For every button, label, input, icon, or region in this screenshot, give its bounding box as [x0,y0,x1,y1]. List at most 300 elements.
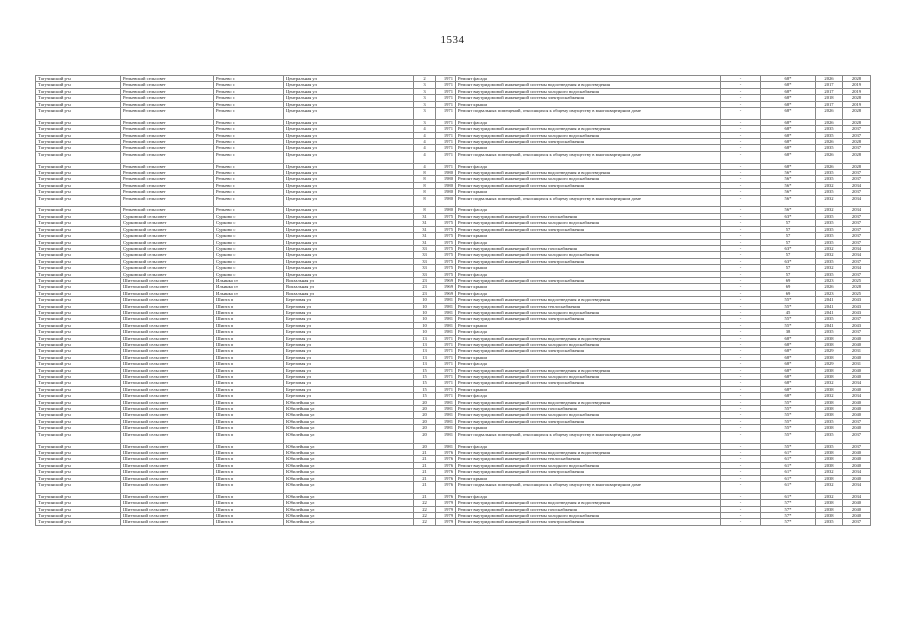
cell-street: Центральная ул [284,139,414,145]
cell-year: 1981 [436,406,456,412]
cell-settlement: Сурково с [214,239,284,245]
cell-price: - [721,519,761,525]
cell-district: Тагучинский р-н [36,425,121,431]
cell-house: 21 [414,475,436,481]
cell-year: 1980 [436,170,456,176]
cell-year: 1971 [436,163,456,169]
cell-end-year: 2040 [843,335,871,341]
cell-work-type: Ремонт фасада [456,493,721,499]
cell-year: 1971 [436,126,456,132]
cell-work-type: Ремонт фасада [456,329,721,335]
cell-work-type: Ремонт внутридомовой инженерной системы электроснабжения [456,277,721,283]
cell-council: Шиттонский сельсовет [121,443,214,449]
cell-house: 3 [414,119,436,125]
cell-settlement: Шипта п [214,519,284,525]
cell-end-year: 2037 [843,145,871,151]
cell-end-year: 2040 [843,412,871,418]
cell-price: - [721,506,761,512]
cell-wear: 55* [761,322,816,328]
cell-street: Березовая ул [284,374,414,380]
cell-council: Репьевский сельсовет [121,76,214,82]
cell-start-year: 2026 [816,119,843,125]
cell-district: Тагучинский р-н [36,406,121,412]
cell-price: - [721,139,761,145]
cell-street: Центральная ул [284,182,414,188]
cell-council: Репьевский сельсовет [121,170,214,176]
cell-council: Сурковский сельсовет [121,271,214,277]
cell-work-type: Ремонт фасада [456,239,721,245]
cell-price: - [721,380,761,386]
cell-house: 4 [414,126,436,132]
cell-wear: 68* [761,101,816,107]
cell-house: 22 [414,512,436,518]
cell-council: Репьевский сельсовет [121,163,214,169]
cell-settlement: Шипта п [214,418,284,424]
cell-work-type: Ремонт крыши [456,233,721,239]
cell-wear: 68* [761,95,816,101]
cell-district: Тагучинский р-н [36,361,121,367]
cell-wear: 61* [761,449,816,455]
cell-work-type: Ремонт внутридомовой инженерной системы электроснабжения [456,519,721,525]
cell-year: 1979 [436,506,456,512]
cell-wear: 55* [761,316,816,322]
cell-street: Центральная ул [284,170,414,176]
cell-council: Шиттонский сельсовет [121,284,214,290]
cell-wear: 68* [761,386,816,392]
cell-street: Березовая ул [284,297,414,303]
cell-wear: 69 [761,277,816,283]
cell-council: Шиттонский сельсовет [121,456,214,462]
cell-year: 1971 [436,374,456,380]
cell-year: 1979 [436,500,456,506]
cell-council: Репьевский сельсовет [121,101,214,107]
cell-council: Репьевский сельсовет [121,82,214,88]
cell-council: Шиттонский сельсовет [121,475,214,481]
cell-district: Тагучинский р-н [36,481,121,493]
cell-start-year: 2035 [816,418,843,424]
cell-house: 21 [414,449,436,455]
cell-year: 1971 [436,82,456,88]
cell-district: Тагучинский р-н [36,82,121,88]
cell-end-year: 2025 [843,290,871,296]
cell-work-type: Ремонт внутридомовой инженерной системы холодного водоснабжения [456,88,721,94]
cell-year: 1975 [436,258,456,264]
cell-end-year: 2037 [843,170,871,176]
cell-district: Тагучинский р-н [36,309,121,315]
cell-wear: 56* [761,176,816,182]
cell-street: Юбилейная ул [284,519,414,525]
cell-district: Тагучинский р-н [36,297,121,303]
cell-work-type: Ремонт внутридомовой инженерной системы газоснабжения [456,213,721,219]
cell-end-year: 2028 [843,284,871,290]
cell-end-year: 2037 [843,418,871,424]
cell-start-year: 2026 [816,76,843,82]
cell-price: - [721,412,761,418]
cell-wear: 68* [761,163,816,169]
cell-end-year: 2043 [843,309,871,315]
cell-street: Березовая ул [284,380,414,386]
cell-district: Тагучинский р-н [36,220,121,226]
cell-year: 1981 [436,297,456,303]
cell-year: 1981 [436,412,456,418]
cell-end-year: 2031 [843,348,871,354]
cell-wear: 55* [761,443,816,449]
cell-house: 8 [414,182,436,188]
cell-settlement: Репьево с [214,139,284,145]
cell-year: 1981 [436,399,456,405]
cell-street: Березовая ул [284,342,414,348]
cell-year: 1976 [436,449,456,455]
cell-house: 20 [414,418,436,424]
cell-council: Шиттонский сельсовет [121,297,214,303]
cell-end-year: 2034 [843,182,871,188]
cell-settlement: Шипта п [214,425,284,431]
table-row [36,195,871,207]
cell-district: Тагучинский р-н [36,519,121,525]
cell-wear: 68* [761,151,816,163]
cell-district: Тагучинский р-н [36,506,121,512]
cell-house: 31 [414,239,436,245]
cell-street: Центральная ул [284,195,414,207]
cell-year: 1969 [436,284,456,290]
cell-start-year: 2032 [816,393,843,399]
cell-end-year: 2037 [843,329,871,335]
cell-wear: 68* [761,335,816,341]
cell-price: - [721,329,761,335]
cell-start-year: 2035 [816,226,843,232]
cell-start-year: 2041 [816,297,843,303]
cell-council: Шиттонский сельсовет [121,361,214,367]
cell-street: Центральная ул [284,82,414,88]
cell-settlement: Шипта п [214,303,284,309]
cell-work-type: Ремонт фасада [456,119,721,125]
cell-end-year: 2037 [843,226,871,232]
cell-district: Тагучинский р-н [36,342,121,348]
cell-work-type: Ремонт крыши [456,475,721,481]
cell-settlement: Шипта п [214,449,284,455]
cell-wear: 63* [761,213,816,219]
cell-settlement: Шипта п [214,335,284,341]
table-body [36,76,871,526]
cell-start-year: 2038 [816,449,843,455]
cell-settlement: Репьево с [214,88,284,94]
cell-year: 1975 [436,220,456,226]
cell-year: 1975 [436,271,456,277]
cell-wear: 55* [761,406,816,412]
cell-work-type: Ремонт внутридомовой инженерной системы водоотведения и водоотведения [456,170,721,176]
cell-work-type: Ремонт внутридомовой инженерной системы водоотведения и водоотведения [456,126,721,132]
cell-end-year: 2028 [843,151,871,163]
cell-settlement: Репьево с [214,145,284,151]
cell-council: Репьевский сельсовет [121,88,214,94]
cell-district: Тагучинский р-н [36,449,121,455]
cell-district: Тагучинский р-н [36,431,121,443]
cell-start-year: 2038 [816,456,843,462]
cell-work-type: Ремонт внутридомовой инженерной системы газоснабжения [456,506,721,512]
cell-end-year: 2028 [843,163,871,169]
cell-wear: 68* [761,82,816,88]
cell-price: - [721,82,761,88]
cell-year: 1975 [436,239,456,245]
cell-wear: 61* [761,462,816,468]
cell-council: Шиттонский сельсовет [121,418,214,424]
cell-wear: 57* [761,506,816,512]
cell-house: 13 [414,335,436,341]
cell-year: 1981 [436,431,456,443]
cell-house: 3 [414,88,436,94]
cell-start-year: 2035 [816,271,843,277]
cell-street: Центральная ул [284,76,414,82]
cell-house: 20 [414,399,436,405]
cell-street: Юбилейная ул [284,425,414,431]
cell-district: Тагучинский р-н [36,95,121,101]
cell-wear: 68* [761,374,816,380]
cell-settlement: Ильинка ст [214,290,284,296]
cell-settlement: Репьево с [214,95,284,101]
cell-settlement: Шипта п [214,386,284,392]
cell-district: Тагучинский р-н [36,367,121,373]
cell-work-type: Ремонт фасада [456,207,721,213]
cell-council: Шиттонский сельсовет [121,335,214,341]
cell-council: Сурковский сельсовет [121,258,214,264]
cell-work-type: Ремонт внутридомовой инженерной системы холодного водоснабжения [456,252,721,258]
cell-house: 10 [414,309,436,315]
cell-street: Юбилейная ул [284,493,414,499]
cell-year: 1975 [436,233,456,239]
cell-work-type: Ремонт крыши [456,101,721,107]
cell-street: Березовая ул [284,335,414,341]
cell-price: - [721,431,761,443]
cell-wear: 68* [761,367,816,373]
cell-year: 1975 [436,245,456,251]
cell-council: Репьевский сельсовет [121,95,214,101]
cell-settlement: Сурково с [214,226,284,232]
cell-start-year: 2017 [816,88,843,94]
cell-council: Репьевский сельсовет [121,207,214,213]
cell-work-type: Ремонт крыши [456,145,721,151]
cell-street: Юбилейная ул [284,475,414,481]
cell-work-type: Ремонт подвальных помещений, относящихся к общему имуществу в многоквартирном доме [456,151,721,163]
cell-settlement: Репьево с [214,189,284,195]
cell-year: 1975 [436,265,456,271]
cell-house: 22 [414,506,436,512]
cell-price: - [721,297,761,303]
cell-district: Тагучинский р-н [36,493,121,499]
cell-street: Центральная ул [284,239,414,245]
cell-price: - [721,151,761,163]
cell-price: - [721,462,761,468]
cell-council: Шиттонский сельсовет [121,431,214,443]
cell-house: 3 [414,95,436,101]
cell-start-year: 2026 [816,163,843,169]
cell-house: 13 [414,348,436,354]
cell-start-year: 2038 [816,335,843,341]
cell-wear: 68* [761,126,816,132]
cell-end-year: 2037 [843,239,871,245]
cell-year: 1976 [436,456,456,462]
cell-street: Березовая ул [284,354,414,360]
cell-year: 1981 [436,316,456,322]
cell-end-year: 2037 [843,233,871,239]
cell-wear: 55* [761,412,816,418]
cell-house: 21 [414,493,436,499]
cell-start-year: 2041 [816,322,843,328]
cell-street: Березовая ул [284,386,414,392]
cell-price: - [721,425,761,431]
cell-house: 8 [414,207,436,213]
cell-start-year: 2032 [816,195,843,207]
cell-end-year: 2040 [843,456,871,462]
cell-work-type: Ремонт внутридомовой инженерной системы водоотведения и водоотведения [456,367,721,373]
cell-price: - [721,88,761,94]
cell-start-year: 2038 [816,406,843,412]
cell-year: 1980 [436,189,456,195]
cell-house: 31 [414,213,436,219]
cell-start-year: 2038 [816,399,843,405]
cell-street: Березовая ул [284,393,414,399]
cell-settlement: Шипта п [214,348,284,354]
cell-district: Тагучинский р-н [36,303,121,309]
cell-house: 31 [414,220,436,226]
cell-house: 4 [414,151,436,163]
cell-price: - [721,233,761,239]
cell-start-year: 2035 [816,126,843,132]
cell-year: 1980 [436,207,456,213]
cell-end-year: 2037 [843,213,871,219]
cell-price: - [721,418,761,424]
cell-district: Тагучинский р-н [36,163,121,169]
cell-start-year: 2038 [816,462,843,468]
cell-district: Тагучинский р-н [36,393,121,399]
cell-council: Сурковский сельсовет [121,252,214,258]
cell-wear: 57* [761,500,816,506]
cell-end-year: 2040 [843,462,871,468]
cell-street: Центральная ул [284,207,414,213]
cell-work-type: Ремонт внутридомовой инженерной системы электроснабжения [456,182,721,188]
cell-end-year: 2034 [843,245,871,251]
cell-year: 1971 [436,88,456,94]
cell-settlement: Шипта п [214,475,284,481]
cell-council: Сурковский сельсовет [121,245,214,251]
cell-price: - [721,126,761,132]
cell-settlement: Шипта п [214,493,284,499]
cell-work-type: Ремонт внутридомовой инженерной системы холодного водоснабжения [456,132,721,138]
cell-street: Центральная ул [284,119,414,125]
cell-price: - [721,207,761,213]
cell-start-year: 2032 [816,469,843,475]
cell-work-type: Ремонт подвальных помещений, относящихся к общему имуществу в многоквартирном доме [456,195,721,207]
cell-work-type: Ремонт внутридомовой инженерной системы газоснабжения [456,406,721,412]
cell-work-type: Ремонт внутридомовой инженерной системы электроснабжения [456,226,721,232]
cell-start-year: 2038 [816,506,843,512]
cell-start-year: 2023 [816,290,843,296]
cell-district: Тагучинский р-н [36,226,121,232]
cell-end-year: 2019 [843,101,871,107]
cell-district: Тагучинский р-н [36,101,121,107]
cell-settlement: Шипта п [214,512,284,518]
cell-year: 1980 [436,176,456,182]
cell-price: - [721,245,761,251]
cell-settlement: Шипта п [214,367,284,373]
cell-year: 1981 [436,329,456,335]
cell-end-year: 2037 [843,126,871,132]
cell-work-type: Ремонт внутридомовой инженерной системы электроснабжения [456,316,721,322]
cell-wear: 69 [761,290,816,296]
cell-council: Шиттонский сельсовет [121,380,214,386]
cell-house: 21 [414,456,436,462]
cell-street: Центральная ул [284,265,414,271]
cell-district: Тагучинский р-н [36,399,121,405]
cell-end-year: 2037 [843,132,871,138]
cell-district: Тагучинский р-н [36,145,121,151]
cell-wear: 57 [761,220,816,226]
cell-settlement: Шипта п [214,393,284,399]
cell-work-type: Ремонт внутридомовой инженерной системы водоотведения и водоотведения [456,335,721,341]
cell-start-year: 2038 [816,512,843,518]
cell-work-type: Ремонт фасада [456,76,721,82]
cell-street: Центральная ул [284,132,414,138]
cell-wear: 57 [761,265,816,271]
cell-year: 1975 [436,252,456,258]
cell-year: 1976 [436,469,456,475]
cell-district: Тагучинский р-н [36,176,121,182]
cell-district: Тагучинский р-н [36,170,121,176]
cell-house: 21 [414,462,436,468]
cell-settlement: Шипта п [214,329,284,335]
cell-house: 10 [414,322,436,328]
cell-street: Юбилейная ул [284,500,414,506]
cell-settlement: Шипта п [214,399,284,405]
cell-year: 1971 [436,393,456,399]
cell-wear: 68* [761,354,816,360]
cell-district: Тагучинский р-н [36,126,121,132]
cell-work-type: Ремонт подвальных помещений, относящихся к общему имуществу в многоквартирном доме [456,108,721,120]
cell-house: 15 [414,374,436,380]
cell-end-year: 2028 [843,119,871,125]
repair-schedule-table [35,75,871,526]
cell-street: Березовая ул [284,361,414,367]
cell-work-type: Ремонт внутридомовой инженерной системы теплоснабжения [456,303,721,309]
cell-work-type: Ремонт внутридомовой инженерной системы водоотведения и водоотведения [456,500,721,506]
cell-year: 1971 [436,367,456,373]
cell-council: Шиттонский сельсовет [121,277,214,283]
cell-district: Тагучинский р-н [36,207,121,213]
cell-street: Центральная ул [284,220,414,226]
cell-house: 22 [414,519,436,525]
cell-house: 8 [414,176,436,182]
cell-year: 1981 [436,309,456,315]
cell-start-year: 2017 [816,82,843,88]
cell-street: Центральная ул [284,258,414,264]
cell-district: Тагучинский р-н [36,88,121,94]
cell-work-type: Ремонт фасада [456,393,721,399]
cell-work-type: Ремонт крыши [456,386,721,392]
cell-start-year: 2038 [816,425,843,431]
cell-house: 4 [414,139,436,145]
cell-house: 8 [414,195,436,207]
cell-start-year: 2038 [816,354,843,360]
cell-end-year: 2031 [843,361,871,367]
cell-end-year: 2019 [843,88,871,94]
cell-work-type: Ремонт фасада [456,163,721,169]
cell-price: - [721,182,761,188]
cell-end-year: 2028 [843,76,871,82]
cell-price: - [721,258,761,264]
cell-wear: 68* [761,380,816,386]
cell-end-year: 2034 [843,195,871,207]
cell-price: - [721,443,761,449]
cell-year: 1976 [436,493,456,499]
